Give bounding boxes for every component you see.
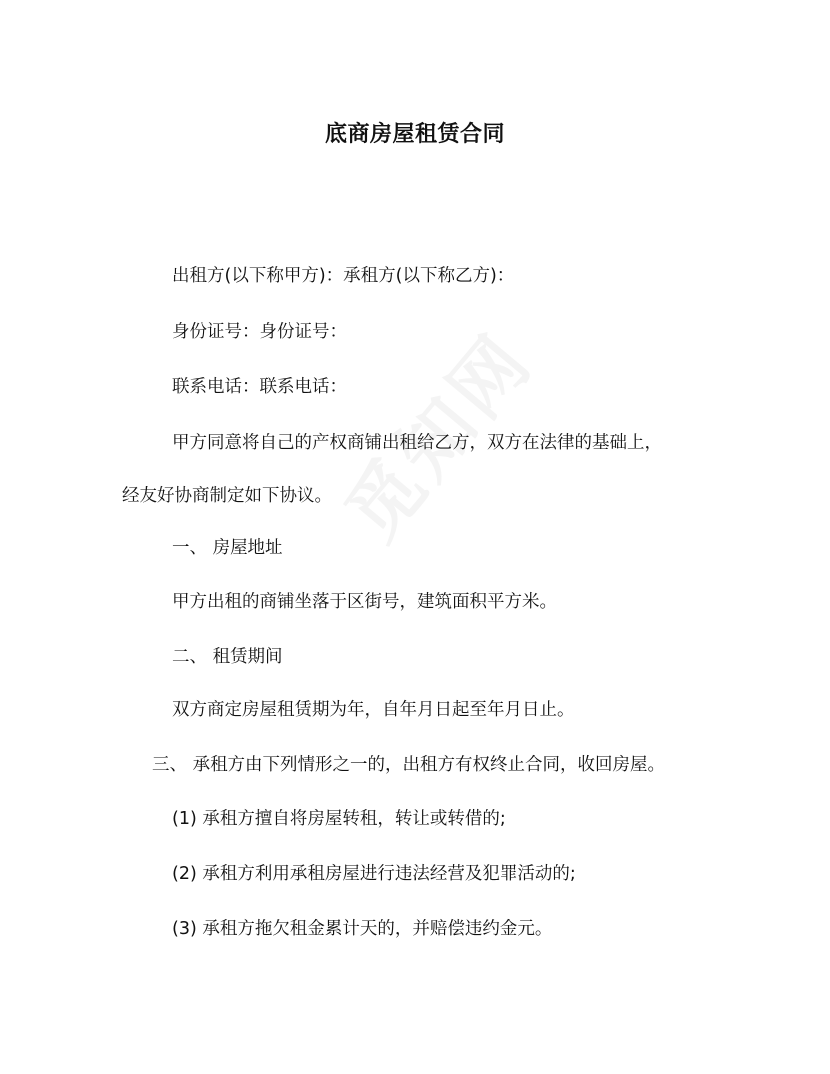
id-number-line: 身份证号：身份证号： [172, 322, 347, 342]
termination-item-1: (1) 承租方擅自将房屋转租，转让或转借的; [172, 809, 506, 829]
intro-paragraph-line-2: 经友好协商制定如下协议。 [122, 486, 332, 506]
termination-item-2: (2) 承租方利用承租房屋进行违法经营及犯罪活动的; [172, 864, 576, 884]
section-heading-address: 一、 房屋地址 [172, 538, 283, 558]
termination-item-3: (3) 承租方拖欠租金累计天的，并赔偿违约金元。 [172, 919, 553, 939]
address-clause: 甲方出租的商铺坐落于区街号，建筑面积平方米。 [172, 592, 557, 612]
document-title: 底商房屋租赁合同 [324, 122, 505, 147]
term-clause: 双方商定房屋租赁期为年，自年月日起至年月日止。 [172, 700, 575, 720]
section-heading-termination: 三、 承租方由下列情形之一的，出租方有权终止合同，收回房屋。 [152, 755, 666, 775]
party-line: 出租方(以下称甲方)：承租方(以下称乙方)： [172, 266, 515, 286]
section-heading-term: 二、 租赁期间 [172, 647, 283, 667]
intro-paragraph-line-1: 甲方同意将自己的产权商铺出租给乙方，双方在法律的基础上， [172, 433, 662, 453]
phone-line: 联系电话：联系电话： [172, 377, 347, 397]
